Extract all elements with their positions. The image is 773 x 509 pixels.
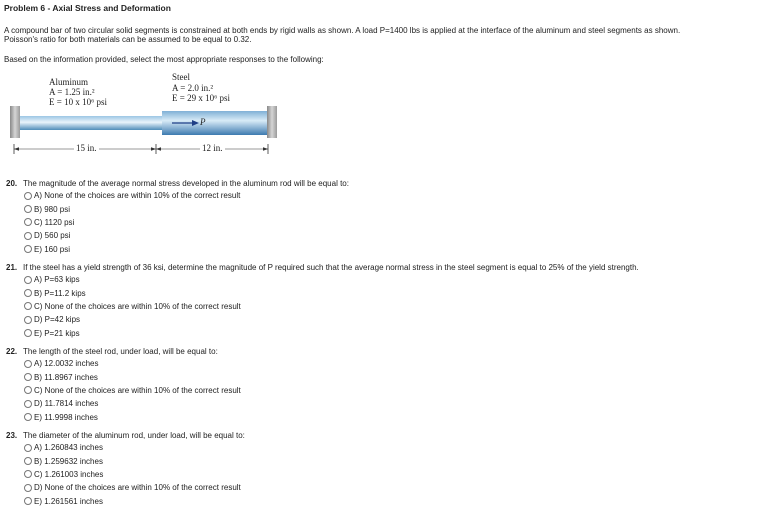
answer-option[interactable] xyxy=(24,286,764,299)
load-label: P xyxy=(200,117,206,127)
answer-label: D) None of the choices are within 10% of the correct result xyxy=(34,483,241,493)
answer-label: C) 1.261003 inches xyxy=(34,469,104,479)
answer-label: A) 12.0032 inches xyxy=(34,359,99,369)
radio-button[interactable] xyxy=(24,232,32,240)
compound-bar-figure xyxy=(4,71,294,161)
question-number: 23. xyxy=(6,431,18,440)
answer-options xyxy=(24,273,764,340)
answer-label: E) 11.9998 inches xyxy=(34,412,98,422)
answer-option[interactable] xyxy=(24,441,764,454)
answer-label: C) None of the choices are within 10% of the correct result xyxy=(34,385,241,395)
steel-area: A = 2.0 in.² xyxy=(172,83,214,93)
steel-dim-arrow-right xyxy=(263,147,268,150)
radio-button[interactable] xyxy=(24,218,32,226)
answer-label: D) P=42 kips xyxy=(34,315,81,325)
answer-options xyxy=(24,441,764,508)
question-number: 20. xyxy=(6,179,18,188)
question-20 xyxy=(4,178,764,256)
steel-modulus: E = 29 x 10⁶ psi xyxy=(172,93,230,103)
radio-button[interactable] xyxy=(24,497,32,505)
answer-option[interactable] xyxy=(24,216,764,229)
answer-option[interactable] xyxy=(24,189,764,202)
answer-label: A) None of the choices are within 10% of the correct result xyxy=(34,191,241,201)
answer-label: E) 1.261561 inches xyxy=(34,496,103,506)
steel-dim-arrow-left xyxy=(156,147,161,150)
intro-line-1: A compound bar of two circular solid segments is constrained at both ends by rigid walls as shown. A load P=1400 lbs is applied at the interface of the aluminum and steel segments as shown. xyxy=(4,26,681,35)
steel-length-label: 12 in. xyxy=(202,143,223,153)
question-number: 22. xyxy=(6,347,18,356)
radio-button[interactable] xyxy=(24,373,32,381)
question-22 xyxy=(4,346,764,424)
question-text: The length of the steel rod, under load, will be equal to: xyxy=(23,347,218,356)
answer-label: B) 980 psi xyxy=(34,204,71,214)
aluminum-modulus: E = 10 x 10⁶ psi xyxy=(49,97,107,107)
answer-option[interactable] xyxy=(24,327,764,340)
question-text: The magnitude of the average normal stress developed in the aluminum rod will be equal to: xyxy=(23,179,349,188)
radio-button[interactable] xyxy=(24,457,32,465)
aluminum-dim-arrow-right xyxy=(151,147,156,150)
answer-option[interactable] xyxy=(24,468,764,481)
steel-label: Steel xyxy=(172,72,190,82)
answer-option[interactable] xyxy=(24,411,764,424)
radio-button[interactable] xyxy=(24,245,32,253)
answer-option[interactable] xyxy=(24,481,764,494)
answer-label: B) 1.259632 inches xyxy=(34,456,103,466)
answer-label: B) P=11.2 kips xyxy=(34,288,86,298)
answer-label: A) P=63 kips xyxy=(34,275,80,285)
radio-button[interactable] xyxy=(24,316,32,324)
radio-button[interactable] xyxy=(24,413,32,421)
radio-button[interactable] xyxy=(24,444,32,452)
answer-option[interactable] xyxy=(24,229,764,242)
answer-option[interactable] xyxy=(24,495,764,508)
answer-option[interactable] xyxy=(24,313,764,326)
answer-option[interactable] xyxy=(24,370,764,383)
problem-title: Problem 6 - Axial Stress and Deformation xyxy=(4,3,171,13)
radio-button[interactable] xyxy=(24,192,32,200)
question-text: The diameter of the aluminum rod, under load, will be equal to: xyxy=(23,431,245,440)
radio-button[interactable] xyxy=(24,205,32,213)
answer-option[interactable] xyxy=(24,397,764,410)
answer-option[interactable] xyxy=(24,300,764,313)
question-21 xyxy=(4,262,764,340)
answer-options xyxy=(24,357,764,424)
answer-label: E) 160 psi xyxy=(34,244,71,254)
aluminum-dim-arrow-left xyxy=(14,147,19,150)
answer-label: C) None of the choices are within 10% of the correct result xyxy=(34,301,241,311)
answer-label: A) 1.260843 inches xyxy=(34,443,103,453)
radio-button[interactable] xyxy=(24,386,32,394)
radio-button[interactable] xyxy=(24,360,32,368)
answer-label: D) 560 psi xyxy=(34,231,71,241)
radio-button[interactable] xyxy=(24,276,32,284)
question-text: If the steel has a yield strength of 36 ksi, determine the magnitude of P required such that the average normal stress in the steel segment is equal to 25% of the yield strength. xyxy=(23,263,639,272)
answer-label: E) P=21 kips xyxy=(34,328,80,338)
aluminum-segment xyxy=(20,116,162,130)
instruction-text: Based on the information provided, select the most appropriate responses to the following: xyxy=(4,55,324,64)
question-number: 21. xyxy=(6,263,18,272)
answer-options xyxy=(24,189,764,256)
radio-button[interactable] xyxy=(24,302,32,310)
radio-button[interactable] xyxy=(24,470,32,478)
answer-option[interactable] xyxy=(24,243,764,256)
left-wall xyxy=(10,106,20,138)
answer-label: B) 11.8967 inches xyxy=(34,372,98,382)
answer-option[interactable] xyxy=(24,357,764,370)
radio-button[interactable] xyxy=(24,484,32,492)
intro-line-2: Poisson's ratio for both materials can be assumed to be equal to 0.32. xyxy=(4,35,252,44)
question-23 xyxy=(4,430,764,508)
answer-label: D) 11.7814 inches xyxy=(34,399,99,409)
radio-button[interactable] xyxy=(24,289,32,297)
radio-button[interactable] xyxy=(24,400,32,408)
problem-intro xyxy=(4,26,680,44)
aluminum-label: Aluminum xyxy=(49,77,89,87)
answer-label: C) 1120 psi xyxy=(34,217,75,227)
answer-option[interactable] xyxy=(24,273,764,286)
right-wall xyxy=(267,106,277,138)
answer-option[interactable] xyxy=(24,454,764,467)
answer-option[interactable] xyxy=(24,384,764,397)
radio-button[interactable] xyxy=(24,329,32,337)
aluminum-area: A = 1.25 in.² xyxy=(49,87,95,97)
aluminum-length-label: 15 in. xyxy=(76,143,97,153)
answer-option[interactable] xyxy=(24,202,764,215)
compound-bar-diagram xyxy=(4,71,294,161)
